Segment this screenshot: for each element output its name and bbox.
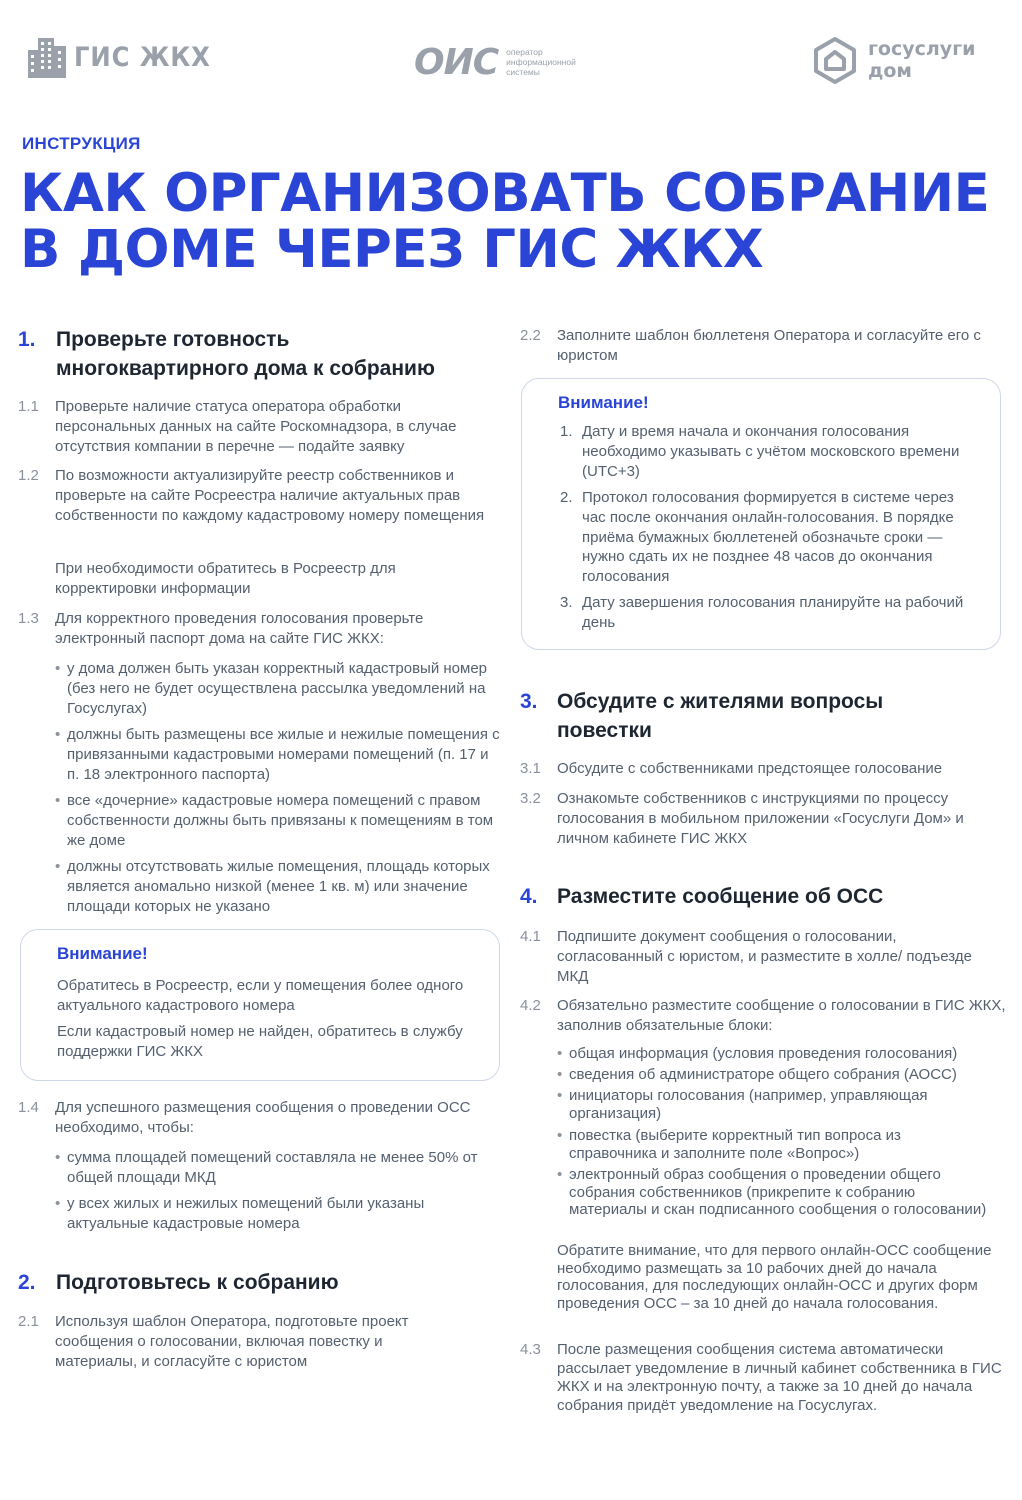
section-title-line: Обсудите с жителями вопросы <box>557 690 884 713</box>
attention-box-1 <box>20 929 500 1081</box>
section-number: 1. <box>18 328 36 351</box>
bullet-dot: • <box>55 726 61 743</box>
ois-sub-line: системы <box>506 67 540 77</box>
list-item-4-3 <box>520 1341 1005 1415</box>
item-4-2-note: Обратите внимание, что для первого онлайн-ОСС сообщение необходимо размещать за 10 рабочих дней до начала голосования, для последующих онлайн-ОСС и других форм проведения ОСС – за 10 дней до начала голосования. <box>557 1242 992 1312</box>
bullet-item <box>55 1148 500 1188</box>
gosuslugi-logo-text <box>868 38 975 82</box>
bullet-item <box>55 1194 500 1234</box>
bullet-text: у дома должен быть указан корректный кадастровый номер (без него не будет осуществлена рассылка уведомлений на Госуслугах) <box>67 660 488 717</box>
item-text: Обязательно разместите сообщение о голосовании в ГИС ЖКХ, заполнив обязательные блоки: <box>557 997 1006 1034</box>
attention-box-2 <box>521 378 1001 650</box>
page-title <box>20 163 1010 280</box>
bullet-dot: • <box>557 1066 563 1083</box>
bullet-text: общая информация (условия проведения голосования) <box>569 1045 958 1062</box>
bullet-dot: • <box>557 1045 563 1062</box>
bullet-text: должны отсутствовать жилые помещения, площадь которых является аномально низкой (менее 1 кв. м) или значение площади которых не указано <box>67 858 490 915</box>
house-hexagon-icon <box>812 36 858 84</box>
list-item-1-4 <box>18 1098 503 1138</box>
item-number: 1.2 <box>18 467 39 484</box>
item-text: Для корректного проведения голосования проверьте электронный паспорт дома на сайте ГИС ЖКХ: <box>55 610 424 647</box>
item-number: 2.1 <box>18 1313 39 1330</box>
section-title-line: повестки <box>557 719 652 742</box>
section-3-heading <box>520 687 1000 745</box>
bullet-text: сведения об администраторе общего собрания (АОСС) <box>569 1066 957 1083</box>
bullet-text: сумма площадей помещений составляла не менее 50% от общей площади МКД <box>67 1149 478 1186</box>
section-number: 4. <box>520 885 538 908</box>
item-text: Подпишите документ сообщения о голосовании, согласованный с юристом, и разместите в холле/ подъезде МКД <box>557 928 972 985</box>
list-item-1-1 <box>18 397 503 456</box>
ois-logo <box>414 42 576 82</box>
bullet-dot: • <box>55 792 61 809</box>
item-text: После размещения сообщения система автоматически рассылает уведомление в личный кабинет собственника в ГИС ЖКХ и на электронную почту, а также за 10 дней до начала собрания придёт уведомление на Госуслугах. <box>557 1341 1002 1414</box>
item-text: Протокол голосования формируется в системе через час после окончания онлайн-голосования. В порядке приёма бумажных бюллетеней обозначьте сроки — нужно сдать их не позднее 48 часов до окончания голосования <box>582 489 954 586</box>
bullet-item <box>557 1087 977 1122</box>
attention-title: Внимание! <box>57 944 148 963</box>
attention-text: Обратитесь в Росреестр, если у помещения более одного актуального кадастрового номера <box>57 977 464 1014</box>
bullet-dot: • <box>557 1087 563 1104</box>
buildings-icon <box>26 36 68 78</box>
title-line: В ДОМЕ ЧЕРЕЗ ГИС ЖКХ <box>20 219 764 280</box>
list-item-3-2 <box>520 789 1000 848</box>
item-text: Обсудите с собственниками предстоящее голосование <box>557 760 943 777</box>
item-number: 1.1 <box>18 398 39 415</box>
bullet-item <box>55 725 500 784</box>
attention-item <box>560 488 970 587</box>
item-text: Для успешного размещения сообщения о проведении ОСС необходимо, чтобы: <box>55 1099 471 1136</box>
section-number: 2. <box>18 1271 36 1294</box>
list-item-4-1 <box>520 927 980 986</box>
bullet-item <box>557 1045 1007 1063</box>
title-line: КАК ОРГАНИЗОВАТЬ СОБРАНИЕ <box>20 163 990 224</box>
item-number: 3. <box>560 594 573 611</box>
section-title: Разместите сообщение об ОСС <box>557 885 884 908</box>
ois-logo-text: ОИС <box>414 41 499 83</box>
attention-item <box>560 593 970 633</box>
bullet-dot: • <box>557 1166 563 1183</box>
section-title-line: многоквартирного дома к собранию <box>56 357 435 380</box>
attention-text: Если кадастровый номер не найден, обратитесь в службу поддержки ГИС ЖКХ <box>57 1023 463 1060</box>
bullet-item <box>55 791 500 850</box>
list-item-1-2 <box>18 466 503 525</box>
gis-zhkh-logo <box>26 36 226 78</box>
list-item-1-3 <box>18 609 503 649</box>
section-title <box>557 687 883 745</box>
section-title: Подготовьтесь к собранию <box>56 1271 339 1294</box>
item-text: Используя шаблон Оператора, подготовьте проект сообщения о голосовании, включая повестку и материалы, и согласуйте с юристом <box>55 1313 409 1370</box>
section-number: 3. <box>520 690 538 713</box>
bullet-text: у всех жилых и нежилых помещений были указаны актуальные кадастровые номера <box>67 1195 425 1232</box>
item-number: 1. <box>560 423 573 440</box>
item-number: 4.1 <box>520 928 541 945</box>
item-number: 2. <box>560 489 573 506</box>
attention-item <box>560 422 970 481</box>
gis-logo-text: ГИС ЖКХ <box>74 41 211 73</box>
section-4-heading <box>520 882 1000 911</box>
ois-logo-subtitle <box>506 47 576 77</box>
item-text: Дату и время начала и окончания голосования необходимо указывать с учётом московского времени (UTC+3) <box>582 423 960 480</box>
bullet-item <box>557 1127 957 1162</box>
attention-title: Внимание! <box>558 393 649 412</box>
section-1-heading <box>18 325 498 383</box>
ois-sub-line: информационной <box>506 57 576 67</box>
item-number: 2.2 <box>520 327 541 344</box>
ois-sub-line: оператор <box>506 47 543 57</box>
bullet-dot: • <box>557 1127 563 1144</box>
kicker-label: ИНСТРУКЦИЯ <box>22 134 141 153</box>
bullet-item <box>55 857 503 916</box>
gosuslugi-line: госуслуги <box>868 38 976 60</box>
bullet-text: инициаторы голосования (например, управляющая организация) <box>569 1087 928 1122</box>
item-1-2-note: При необходимости обратитесь в Росреестр для корректировки информации <box>55 560 396 597</box>
item-text: По возможности актуализируйте реестр собственников и проверьте на сайте Росреестра наличие актуальных прав собственности по каждому кадастровому номеру помещения <box>55 467 485 524</box>
item-number: 3.2 <box>520 790 541 807</box>
bullet-text: все «дочерние» кадастровые номера помещений с правом собственности должны быть привязаны к помещениям в том же доме <box>67 792 494 849</box>
bullet-item <box>557 1166 997 1219</box>
gosuslugi-dom-logo <box>812 36 975 84</box>
item-number: 1.4 <box>18 1099 39 1116</box>
section-2-heading <box>18 1268 498 1297</box>
bullet-item <box>55 659 500 718</box>
bullet-dot: • <box>55 1195 61 1212</box>
bullet-text: электронный образ сообщения о проведении общего собрания собственников (прикрепите к собранию материалы и скан подписанного сообщения о голосовании) <box>569 1166 987 1218</box>
list-item-2-1 <box>18 1312 463 1371</box>
bullet-text: должны быть размещены все жилые и нежилые помещения с привязанными кадастровыми номерами помещений (п. 17 и п. 18 электронного паспорта) <box>67 726 500 783</box>
item-text: Проверьте наличие статуса оператора обработки персональных данных на сайте Роскомнадзора, в случае отсутствия компании в перечне — подайте заявку <box>55 398 457 455</box>
section-title-line: Проверьте готовность <box>56 328 290 351</box>
bullet-text: повестка (выберите корректный тип вопроса из справочника и заполните поле «Вопрос») <box>569 1127 901 1162</box>
section-title <box>56 325 435 383</box>
dom-line: дом <box>868 60 912 82</box>
item-number: 1.3 <box>18 610 39 627</box>
item-text: Заполните шаблон бюллетеня Оператора и согласуйте его с юристом <box>557 327 981 364</box>
item-text: Дату завершения голосования планируйте на рабочий день <box>582 594 964 631</box>
list-item-3-1 <box>520 759 995 779</box>
item-number: 4.3 <box>520 1341 541 1358</box>
item-number: 3.1 <box>520 760 541 777</box>
list-item-4-2 <box>520 996 1010 1036</box>
item-number: 4.2 <box>520 997 541 1014</box>
bullet-dot: • <box>55 858 61 875</box>
item-text: Ознакомьте собственников с инструкциями по процессу голосования в мобильном приложении «Госуслуги Дом» и личном кабинете ГИС ЖКХ <box>557 790 964 847</box>
list-item-2-2 <box>520 326 990 366</box>
bullet-dot: • <box>55 1149 61 1166</box>
bullet-item <box>557 1066 1007 1084</box>
bullet-dot: • <box>55 660 61 677</box>
